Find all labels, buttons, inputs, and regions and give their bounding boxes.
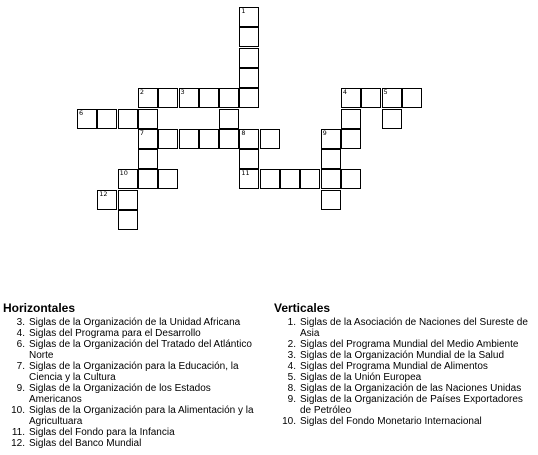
crossword-cell[interactable] (239, 27, 259, 47)
clue-text: Siglas de la Organización de la Unidad Africana (29, 317, 241, 328)
clue-number: 3. (287, 350, 296, 361)
clue-item (3, 405, 265, 427)
crossword-cell[interactable] (158, 88, 178, 108)
crossword-cell[interactable] (321, 169, 341, 189)
crossword-cell[interactable] (239, 169, 259, 189)
clue-item (3, 427, 265, 438)
clue-item (274, 372, 536, 383)
crossword-cell[interactable] (341, 88, 361, 108)
crossword-cell[interactable] (239, 88, 259, 108)
crossword-cell[interactable] (118, 109, 138, 129)
across-clues (3, 301, 265, 449)
crossword-cell[interactable] (158, 169, 178, 189)
clue-item (274, 317, 536, 339)
down-heading: Verticales (274, 301, 331, 315)
crossword-cell[interactable] (321, 129, 341, 149)
crossword-cell[interactable] (300, 169, 320, 189)
clue-number: 10. (11, 405, 25, 416)
crossword-cell[interactable] (341, 109, 361, 129)
crossword-cell[interactable] (321, 190, 341, 210)
clue-item (3, 438, 265, 449)
clue-item (274, 394, 536, 416)
clue-text: Siglas del Fondo para la Infancia (29, 427, 175, 438)
crossword-cell[interactable] (77, 109, 97, 129)
crossword-cell[interactable] (239, 68, 259, 88)
clue-text: Siglas de la Organización para la Educación, la Ciencia y la Cultura (29, 361, 239, 383)
clue-number: 10. (282, 416, 296, 427)
clue-number: 3. (16, 317, 25, 328)
clue-text: Siglas de la Unión Europea (300, 372, 422, 383)
clue-number: 12. (11, 438, 25, 449)
crossword-cell[interactable] (138, 88, 158, 108)
cell-number: 10 (119, 169, 128, 178)
across-list (3, 317, 265, 449)
crossword-cell[interactable] (260, 169, 280, 189)
crossword-cell[interactable] (138, 169, 158, 189)
clue-item (274, 416, 536, 427)
crossword-cell[interactable] (138, 129, 158, 149)
cell-number: 11 (241, 169, 250, 178)
crossword-cell[interactable] (382, 109, 402, 129)
clue-item (3, 317, 265, 328)
clue-text: Siglas de la Organización de las Naciones Unidas (300, 383, 522, 394)
crossword-cell[interactable] (199, 88, 219, 108)
clue-number: 1. (287, 317, 296, 328)
crossword-cell[interactable] (118, 210, 138, 230)
crossword-cell[interactable] (118, 169, 138, 189)
cell-number: 8 (241, 128, 246, 137)
crossword-cell[interactable] (179, 88, 199, 108)
down-clues (274, 301, 536, 427)
clue-text: Siglas de la Organización Mundial de la Salud (300, 350, 505, 361)
across-heading: Horizontales (3, 301, 76, 315)
crossword-cell[interactable] (341, 169, 361, 189)
crossword-cell[interactable] (280, 169, 300, 189)
clue-number: 7. (16, 361, 25, 372)
crossword-cell[interactable] (361, 88, 381, 108)
cell-number: 1 (241, 7, 246, 15)
clue-text: Siglas del Programa Mundial de Alimentos (300, 361, 488, 372)
crossword-cell[interactable] (158, 129, 178, 149)
crossword-cell[interactable] (382, 88, 402, 108)
clue-text: Siglas del Fondo Monetario Internacional (300, 416, 482, 427)
clue-item (3, 361, 265, 383)
clue-text: Siglas del Programa Mundial del Medio Ambiente (300, 339, 519, 350)
cell-number: 7 (139, 128, 145, 137)
clue-number: 2. (287, 339, 296, 350)
cell-number: 5 (383, 88, 388, 97)
clue-text: Siglas del Programa para el Desarrollo (29, 328, 201, 339)
clue-number: 5. (287, 372, 296, 383)
clue-number: 9. (16, 383, 25, 394)
clue-item (3, 339, 265, 361)
crossword-cell[interactable] (97, 190, 117, 210)
clue-number: 4. (287, 361, 296, 372)
crossword-cell[interactable] (341, 129, 361, 149)
clue-text: Siglas de la Organización para la Alimentación y la Agricultuara (29, 405, 254, 427)
clue-text: Siglas del Banco Mundial (29, 438, 142, 449)
crossword-cell[interactable] (260, 129, 280, 149)
clue-number: 4. (16, 328, 25, 339)
crossword-cell[interactable] (239, 149, 259, 169)
crossword-cell[interactable] (199, 129, 219, 149)
cell-number: 9 (322, 128, 327, 137)
cell-number: 12 (99, 189, 108, 198)
clue-text: Siglas de la Organización de los Estados Americanos (29, 383, 211, 405)
clue-item (274, 339, 536, 350)
clue-text: Siglas de la Organización del Tratado del Atlántico Norte (29, 339, 252, 361)
crossword-cell[interactable] (239, 48, 259, 68)
cell-number: 4 (342, 88, 348, 97)
crossword-cell[interactable] (97, 109, 117, 129)
crossword-cell[interactable] (219, 129, 239, 149)
clue-number: 8. (287, 383, 296, 394)
clue-item (274, 350, 536, 361)
clue-item (274, 383, 536, 394)
clue-item (3, 383, 265, 405)
crossword-cell[interactable] (179, 129, 199, 149)
crossword-cell[interactable] (402, 88, 422, 108)
crossword-cell[interactable] (138, 109, 158, 129)
crossword-cell[interactable] (118, 190, 138, 210)
cell-number: 2 (139, 88, 145, 97)
clue-text: Siglas de la Asociación de Naciones del Sureste de Asia (300, 317, 528, 339)
crossword-cell[interactable] (239, 129, 259, 149)
cell-number: 6 (79, 108, 84, 117)
crossword-cell[interactable] (138, 149, 158, 169)
crossword-cell[interactable] (219, 88, 239, 108)
clue-number: 6. (16, 339, 25, 350)
crossword-cell[interactable] (239, 7, 259, 27)
cell-number: 3 (180, 88, 185, 97)
clue-text: Siglas de la Organización de Países Exportadores de Petróleo (300, 394, 523, 416)
clue-item (274, 361, 536, 372)
clue-number: 9. (287, 394, 296, 405)
crossword-cell[interactable] (321, 149, 341, 169)
down-list (274, 317, 536, 427)
crossword-cell[interactable] (219, 109, 239, 129)
clue-item (3, 328, 265, 339)
clue-number: 11. (11, 427, 25, 438)
